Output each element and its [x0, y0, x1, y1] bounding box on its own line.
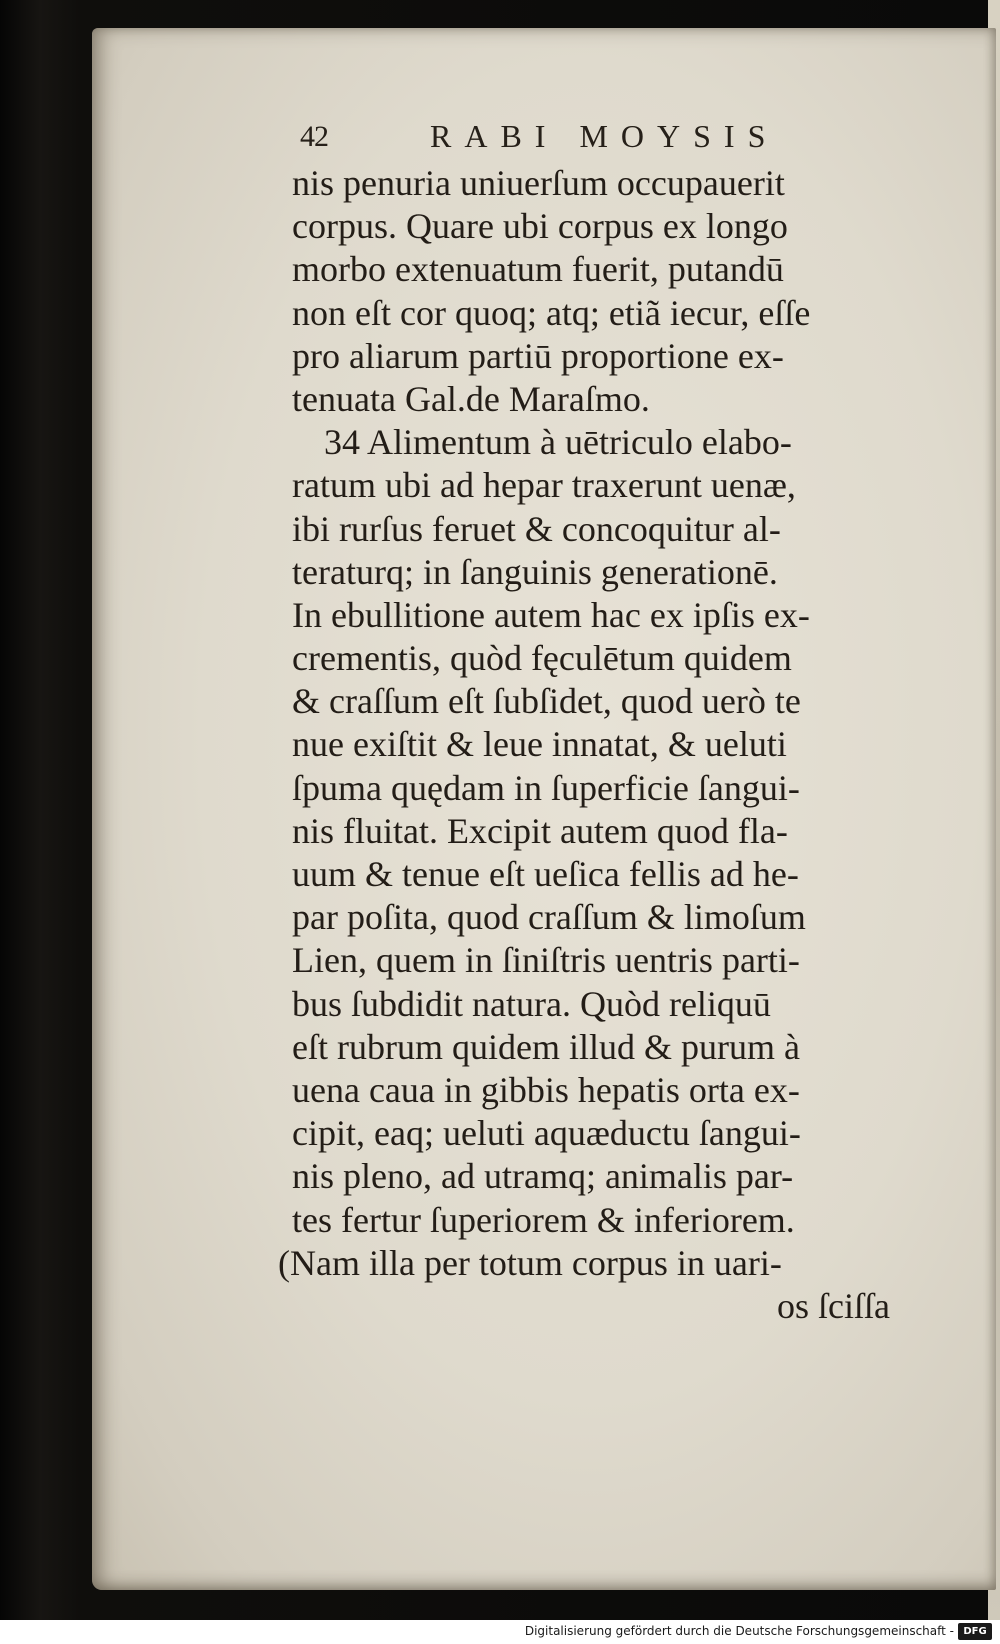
text-line: nis pleno, ad utramq; animalis par-: [292, 1156, 794, 1197]
text-line: nis penuria uniuerſum occupauerit: [292, 163, 785, 203]
text-line: ratum ubi ad hepar traxerunt uenæ,: [292, 465, 796, 506]
text-line: uena caua in gibbis hepatis orta ex-: [292, 1069, 800, 1110]
text-line: eſt rubrum quidem illud & purum à: [292, 1026, 800, 1067]
text-line: tenuata Gal.de Maraſmo.: [292, 378, 650, 419]
text-line: cipit, eaq; ueluti aquæductu ſangui-: [292, 1113, 801, 1154]
text-line: nis fluitat. Excipit autem quod fla-: [292, 810, 788, 851]
text-line: morbo extenuatum fuerit, putandū: [292, 249, 784, 290]
text-line: uum & tenue eſt ueſica fellis ad he-: [292, 854, 799, 894]
text-line: & craſſum eſt ſubſidet, quod uerò te: [292, 681, 801, 722]
text-line: non eſt cor quoq; atq; etiã iecur, eſſe: [292, 292, 811, 333]
text-line: 34 Alimentum à uētriculo elabo-: [324, 422, 792, 463]
footer-bar: [0, 1620, 1000, 1644]
text-line: Lien, quem in ſiniſtris uentris parti-: [292, 940, 800, 981]
text-line: bus ſubdidit natura. Quòd reliquū: [292, 983, 771, 1024]
body-text: [278, 162, 904, 1328]
text-line: crementis, quòd fęculētum quidem: [292, 638, 792, 679]
text-line: ibi rurſus feruet & concoquitur al-: [292, 508, 781, 549]
page-number: 42: [300, 120, 328, 153]
text-line: pro aliarum partiū proportione ex-: [292, 335, 784, 376]
running-title: RABI MOYSIS: [430, 118, 779, 154]
text-line: corpus. Quare ubi corpus ex longo: [292, 206, 788, 247]
funding-credit: Digitalisierung gefördert durch die Deutsche Forschungsgemeinschaft -: [524, 1624, 954, 1638]
text-line: par poſita, quod craſſum & limoſum: [292, 897, 806, 938]
text-line: In ebullitione autem hac ex ipſis ex-: [292, 594, 810, 635]
catchword: os ſciſſa: [777, 1285, 890, 1326]
page-header: [300, 118, 800, 162]
text-line: teraturq; in ſanguinis generationē.: [292, 551, 778, 592]
dfg-logo: DFG: [958, 1623, 992, 1640]
text-line: nue exiſtit & leue innatat, & ueluti: [292, 724, 787, 765]
text-line: tes fertur ſuperiorem & inferiorem.: [292, 1199, 795, 1240]
text-line: (Nam illa per totum corpus in uari-: [278, 1242, 782, 1283]
text-line: ſpuma quędam in ſuperficie ſangui-: [292, 767, 800, 808]
